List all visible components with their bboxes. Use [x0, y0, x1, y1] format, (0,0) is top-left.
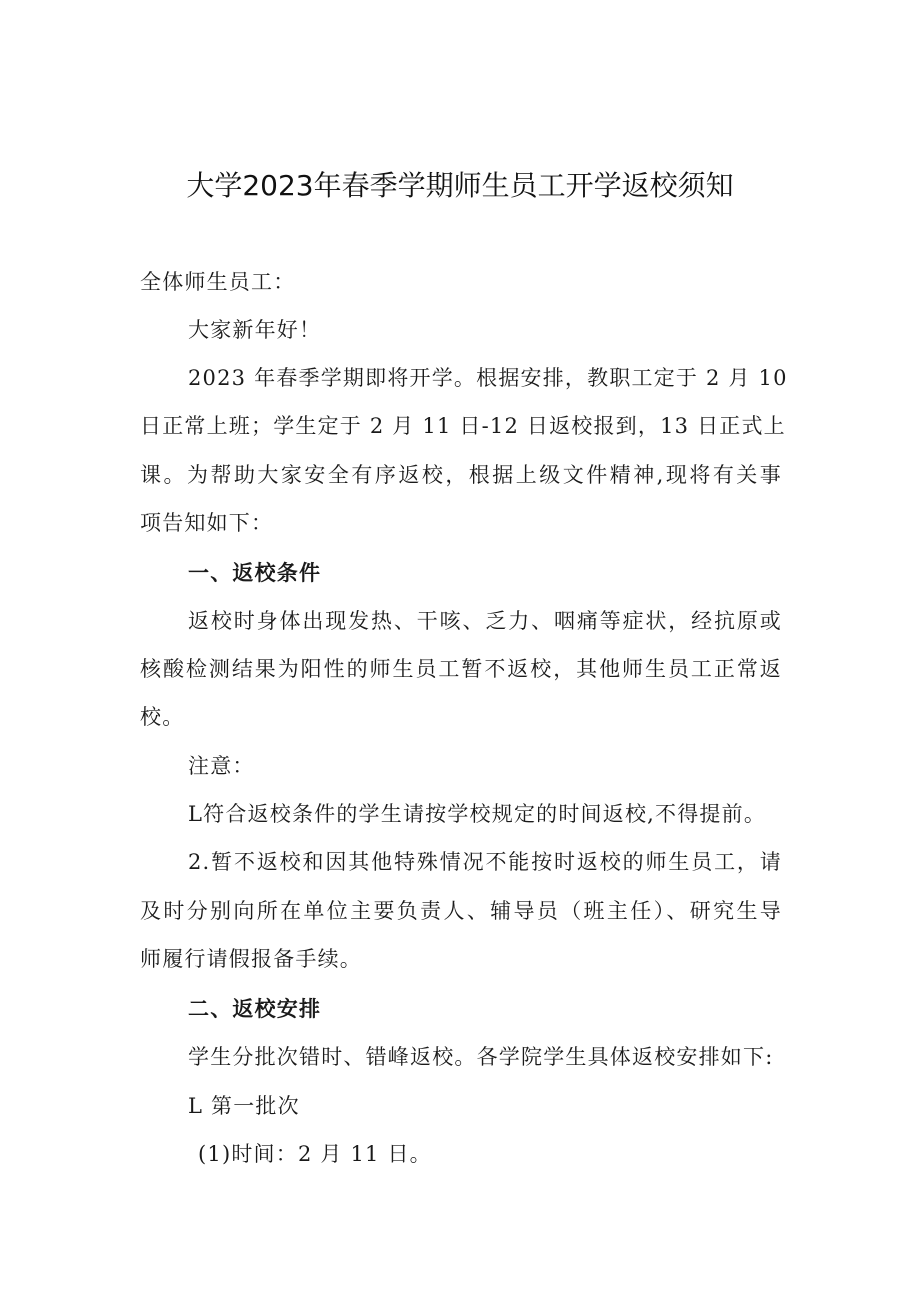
note-label: 注意：: [188, 754, 255, 778]
note-item-2-line-1: 2.暂不返校和因其他特殊情况不能按时返校的师生员工，请: [188, 850, 782, 874]
note-item-2-line-2: 及时分别向所在单位主要负责人、辅导员（班主任）、研究生导: [140, 899, 782, 923]
section1-heading: 一、返校条件: [188, 561, 322, 585]
section1-body-line-1: 返校时身体出现发热、干咳、乏力、咽痛等症状，经抗原或: [188, 609, 782, 633]
section2-body: 学生分批次错时、错峰返校。各学院学生具体返校安排如下:: [188, 1045, 774, 1069]
section1-body-line-3: 校。: [140, 705, 185, 729]
intro-line-4: 项告知如下：: [140, 511, 274, 535]
intro-line-3: 课。为帮助大家安全有序返校，根据上级文件精神,现将有关事: [140, 463, 782, 487]
batch1-label: L 第一批次: [188, 1094, 300, 1118]
note-item-1: L符合返校条件的学生请按学校规定的时间返校,不得提前。: [188, 802, 767, 826]
greeting: 大家新年好！: [188, 318, 322, 342]
section2-heading: 二、返校安排: [188, 997, 322, 1021]
note-item-2-line-3: 师履行请假报备手续。: [140, 947, 362, 971]
salutation: 全体师生员工：: [140, 270, 296, 294]
batch1-time: (1)时间：2 月 11 日。: [198, 1142, 432, 1166]
section1-body-line-2: 核酸检测结果为阳性的师生员工暂不返校，其他师生员工正常返: [140, 657, 782, 681]
document-title: 大学2023年春季学期师生员工开学返校须知: [186, 169, 734, 202]
intro-line-1: 2023 年春季学期即将开学。根据安排，教职工定于 2 月 10: [188, 366, 788, 390]
intro-line-2: 日正常上班；学生定于 2 月 11 日-12 日返校报到，13 日正式上: [140, 414, 786, 438]
